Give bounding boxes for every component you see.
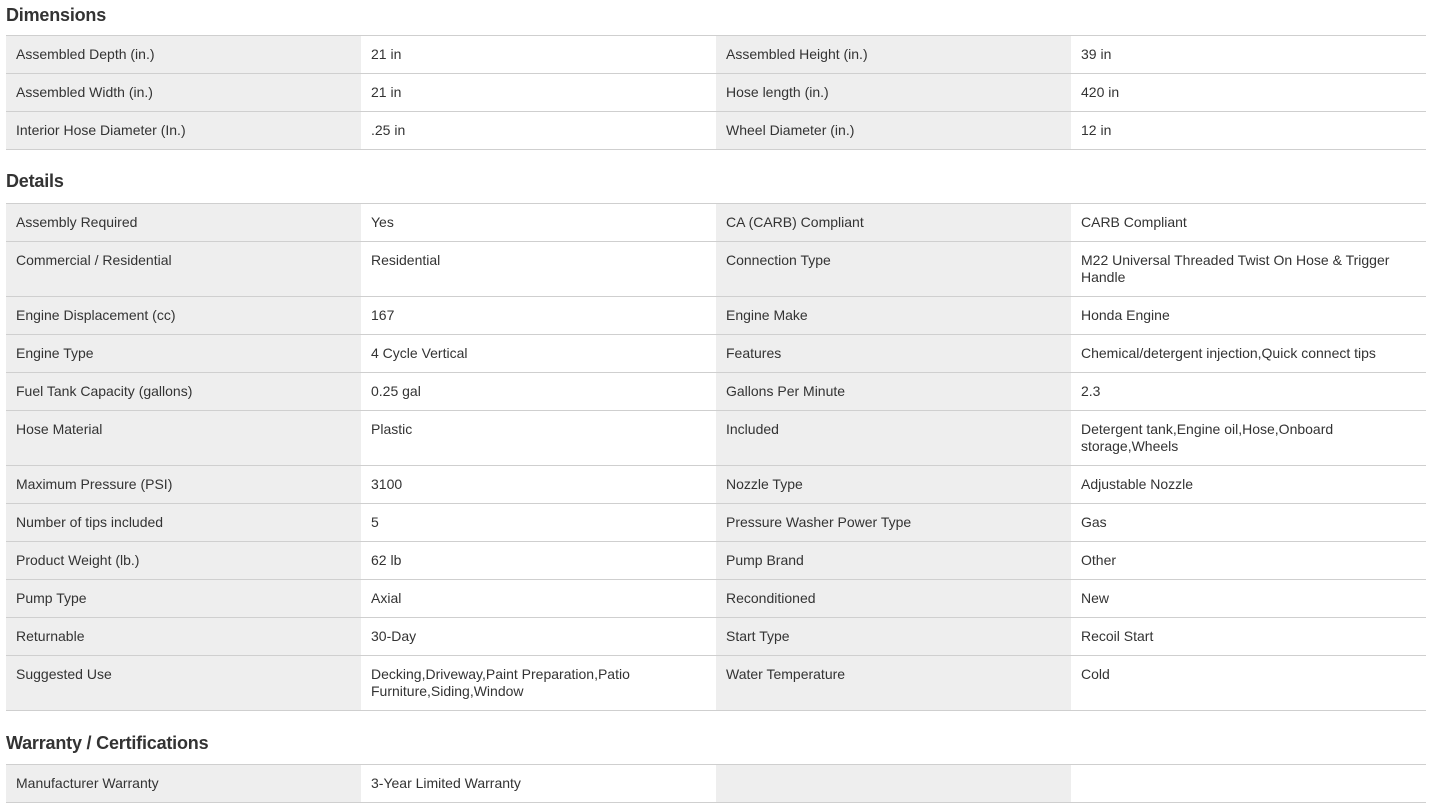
spec-value: CARB Compliant: [1071, 204, 1426, 241]
spec-value: 4 Cycle Vertical: [361, 335, 716, 372]
spec-value: Decking,Driveway,Paint Preparation,Patio Furniture,Siding,Window: [361, 656, 716, 710]
spec-label: CA (CARB) Compliant: [716, 204, 1071, 241]
spec-value: 167: [361, 297, 716, 334]
spec-label: Suggested Use: [6, 656, 361, 710]
spec-label: Hose length (in.): [716, 74, 1071, 111]
spec-value: 0.25 gal: [361, 373, 716, 410]
spec-value: 3-Year Limited Warranty: [361, 765, 716, 802]
spec-label: Manufacturer Warranty: [6, 765, 361, 802]
spec-label: Hose Material: [6, 411, 361, 465]
spec-value: Axial: [361, 580, 716, 617]
warranty-table: [6, 764, 1426, 803]
spec-value: 12 in: [1071, 112, 1426, 149]
spec-value: Cold: [1071, 656, 1426, 710]
spec-value: Other: [1071, 542, 1426, 579]
spec-label: Included: [716, 411, 1071, 465]
spec-value: Adjustable Nozzle: [1071, 466, 1426, 503]
section-title-details: Details: [6, 171, 64, 191]
spec-label: Engine Make: [716, 297, 1071, 334]
spec-label: Wheel Diameter (in.): [716, 112, 1071, 149]
spec-value: Honda Engine: [1071, 297, 1426, 334]
spec-value: M22 Universal Threaded Twist On Hose & Trigger Handle: [1071, 242, 1426, 296]
spec-label: Commercial / Residential: [6, 242, 361, 296]
spec-label: Assembled Height (in.): [716, 36, 1071, 73]
spec-row: [6, 466, 1426, 504]
spec-value: .25 in: [361, 112, 716, 149]
spec-row: [6, 204, 1426, 242]
spec-label: Engine Displacement (cc): [6, 297, 361, 334]
spec-label: Fuel Tank Capacity (gallons): [6, 373, 361, 410]
spec-row: [6, 112, 1426, 150]
spec-label: Water Temperature: [716, 656, 1071, 710]
spec-label: Engine Type: [6, 335, 361, 372]
spec-label: Interior Hose Diameter (In.): [6, 112, 361, 149]
spec-value: [1071, 765, 1426, 802]
spec-label: Gallons Per Minute: [716, 373, 1071, 410]
spec-label: Connection Type: [716, 242, 1071, 296]
spec-row: [6, 373, 1426, 411]
spec-value: Gas: [1071, 504, 1426, 541]
section-title-warranty: Warranty / Certifications: [6, 733, 209, 753]
dimensions-table: [6, 35, 1426, 150]
spec-value: 2.3: [1071, 373, 1426, 410]
spec-value: 39 in: [1071, 36, 1426, 73]
spec-row: [6, 765, 1426, 803]
spec-value: 5: [361, 504, 716, 541]
spec-label: Pump Type: [6, 580, 361, 617]
spec-row: [6, 74, 1426, 112]
spec-label: Product Weight (lb.): [6, 542, 361, 579]
spec-label: Start Type: [716, 618, 1071, 655]
spec-label: Assembly Required: [6, 204, 361, 241]
spec-label: Nozzle Type: [716, 466, 1071, 503]
spec-value: Recoil Start: [1071, 618, 1426, 655]
section-title-dimensions: Dimensions: [6, 5, 107, 25]
spec-label: Maximum Pressure (PSI): [6, 466, 361, 503]
spec-row: [6, 504, 1426, 542]
spec-label: Assembled Width (in.): [6, 74, 361, 111]
spec-label: Reconditioned: [716, 580, 1071, 617]
spec-value: 62 lb: [361, 542, 716, 579]
spec-value: New: [1071, 580, 1426, 617]
spec-label: Returnable: [6, 618, 361, 655]
spec-value: Plastic: [361, 411, 716, 465]
details-table: [6, 203, 1426, 711]
spec-row: [6, 656, 1426, 711]
spec-value: 3100: [361, 466, 716, 503]
spec-value: Detergent tank,Engine oil,Hose,Onboard storage,Wheels: [1071, 411, 1426, 465]
spec-row: [6, 411, 1426, 466]
spec-label: Pressure Washer Power Type: [716, 504, 1071, 541]
spec-label: Assembled Depth (in.): [6, 36, 361, 73]
spec-value: Chemical/detergent injection,Quick connect tips: [1071, 335, 1426, 372]
spec-label: Features: [716, 335, 1071, 372]
spec-value: 420 in: [1071, 74, 1426, 111]
spec-row: [6, 542, 1426, 580]
spec-row: [6, 36, 1426, 74]
spec-value: Residential: [361, 242, 716, 296]
spec-value: 30-Day: [361, 618, 716, 655]
spec-row: [6, 335, 1426, 373]
spec-row: [6, 618, 1426, 656]
spec-label: Pump Brand: [716, 542, 1071, 579]
spec-row: [6, 580, 1426, 618]
spec-label: [716, 765, 1071, 802]
spec-label: Number of tips included: [6, 504, 361, 541]
spec-value: Yes: [361, 204, 716, 241]
spec-value: 21 in: [361, 74, 716, 111]
spec-row: [6, 242, 1426, 297]
spec-row: [6, 297, 1426, 335]
spec-value: 21 in: [361, 36, 716, 73]
